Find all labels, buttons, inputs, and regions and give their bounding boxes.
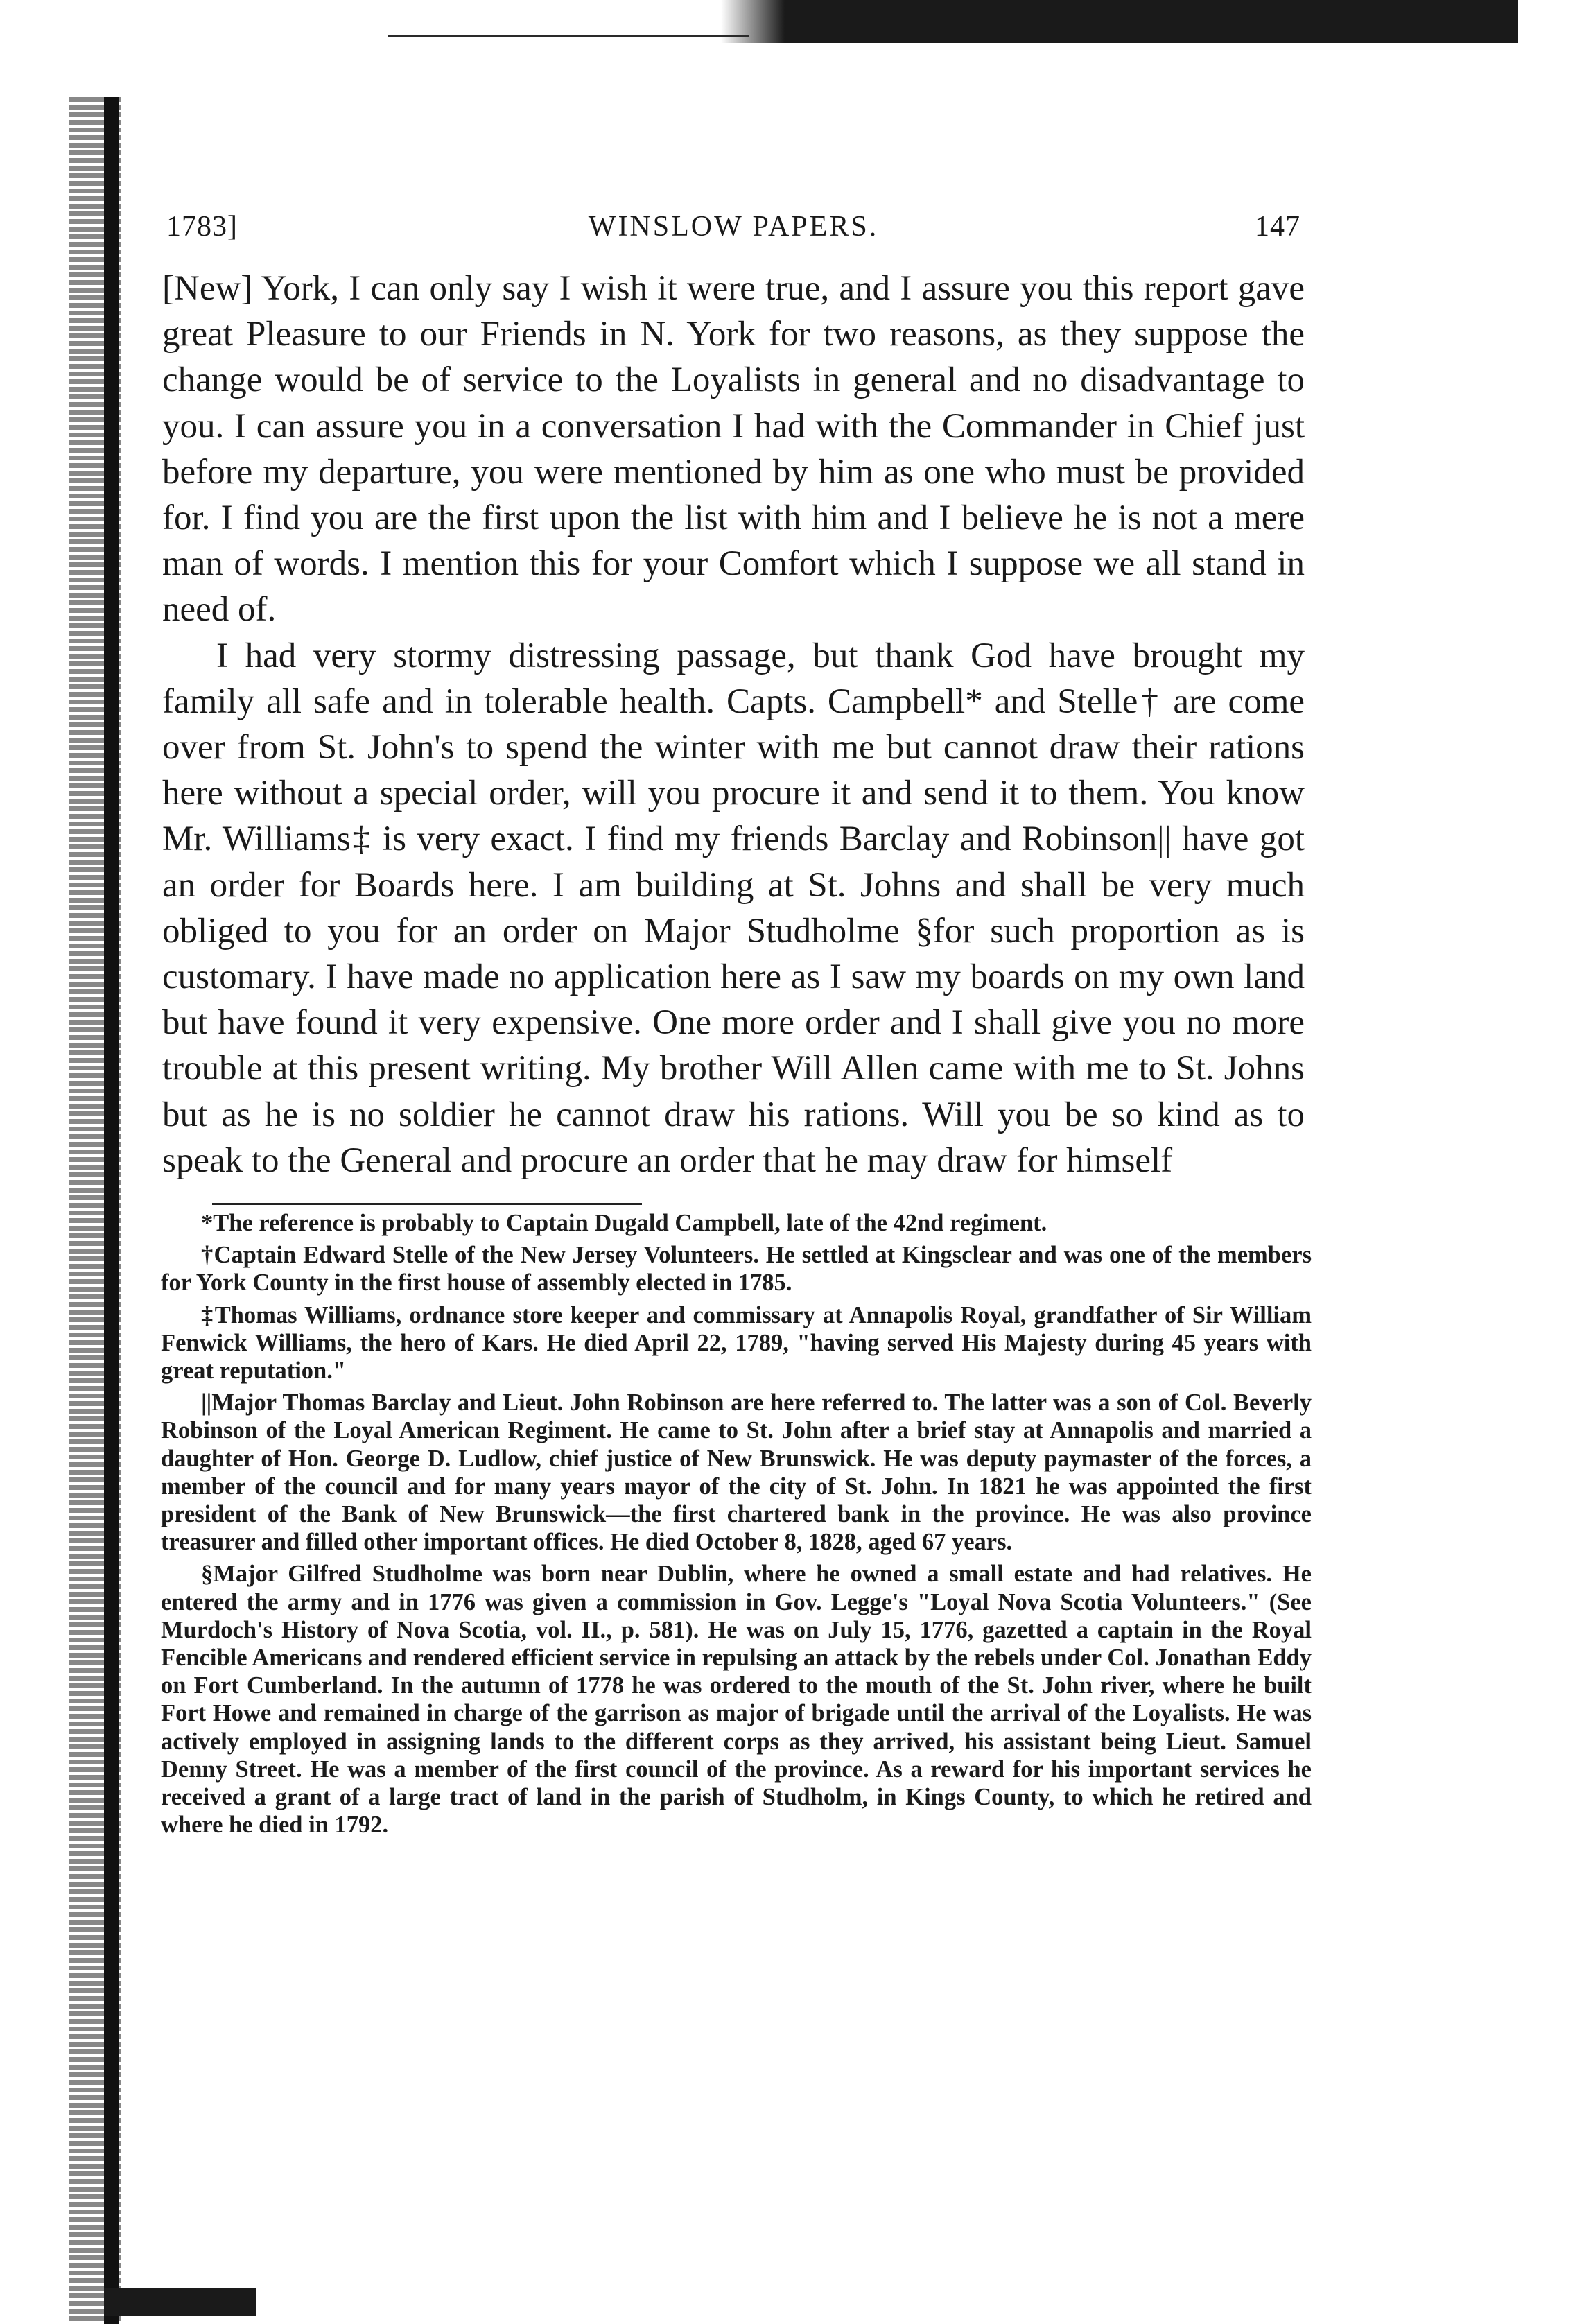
scan-top-rule xyxy=(388,35,749,37)
footnote-williams: ‡Thomas Williams, ordnance store keeper and commissary at Annapolis Royal, grandfather of Sir William Fenwick Williams, the hero of Kars. He died April 22, 1789, "having served His Majesty during 45 years with great reputation." xyxy=(161,1301,1312,1385)
footnotes xyxy=(161,1209,1312,1843)
running-head-title: WINSLOW PAPERS. xyxy=(588,211,879,243)
page-number: 147 xyxy=(1255,211,1300,243)
body-paragraph: [New] York, I can only say I wish it were true, and I assure you this report gave great Pleasure to our Friends in N. York for two reasons, as they suppose the change would be of service to the Loyalists in general and no disadvantage to you. I can assure you in a conversation I had with the Commander in Chief just before my departure, you were mentioned by him as one who must be provided for. I find you are the first upon the list with him and I believe he is not a mere man of words. I mention this for your Comfort which I suppose we all stand in need of. xyxy=(162,269,1305,630)
letter-body xyxy=(162,266,1305,1183)
footnote-studholme: §Major Gilfred Studholme was born near Dublin, where he owned a small estate and had relatives. He entered the army and in 1776 was given a commission in Gov. Legge's "Loyal Nova Scotia Volunteers." (See Murdoch's History of Nova Scotia, vol. II., p. 581). He was on July 15, 1776, gazetted a captain in the Royal Fencible Americans and rendered efficient service in repulsing an attack by the rebels under Col. Jonathan Eddy on Fort Cumberland. In the autumn of 1778 he was ordered to the mouth of the St. John river, where he built Fort Howe and remained in charge of the garrison as major of brigade until the arrival of the Loyalists. He was actively employed in assigning lands to the different corps as they arrived, his assistant being Lieut. Samuel Denny Street. He was a member of the first council of the province. As a reward for his important services he received a grant of a large tract of land in the parish of Studholm, in Kings County, to which he retired and where he died in 1792. xyxy=(161,1561,1312,1839)
running-head xyxy=(166,210,1300,252)
body-paragraph: I had very stormy distressing passage, but thank God have brought my family all safe and in tolerable health. Capts. Campbell* and Stelle† are come over from St. John's to spend the winter with me but cannot draw their rations here without a special order, will you procure it and send it to them. You know Mr. Williams‡ is very exact. I find my friends Barclay and Robinson|| have got an order for Boards here. I am building at St. Johns and shall be very much obliged to you for an order on Major Studholme §for such proportion as is customary. I have made no application here as I saw my boards on my own land but have found it very expensive. One more order and I shall give you no more trouble at this present writing. My brother Will Allen came with me to St. Johns but as he is no soldier he cannot draw his rations. Will you be so kind as to speak to the General and procure an order that he may draw for himself xyxy=(162,636,1305,1180)
footnote-stelle: †Captain Edward Stelle of the New Jersey Volunteers. He settled at Kingsclear and was one of the members for York County in the first house of assembly elected in 1785. xyxy=(161,1242,1312,1297)
footnote-campbell: *The reference is probably to Captain Dugald Campbell, late of the 42nd regiment. xyxy=(201,1210,1047,1236)
running-head-year: 1783] xyxy=(166,211,238,243)
footnote-barclay-robinson: ||Major Thomas Barclay and Lieut. John Robinson are here referred to. The latter was a son of Col. Beverly Robinson of the Loyal American Regiment. He came to St. John after a brief stay at Annapolis and married a daughter of Hon. George D. Ludlow, chief justice of New Brunswick. He was deputy paymaster of the forces, a member of the council and for many years mayor of the city of St. John. In 1821 he was appointed the first president of the Bank of New Brunswick—the first chartered bank in the province. He was also province treasurer and filled other important offices. He died October 8, 1828, aged 67 years. xyxy=(161,1389,1312,1556)
scan-binding-edge xyxy=(104,97,119,2324)
scan-bottom-smudge xyxy=(104,2288,256,2316)
footnote-separator xyxy=(212,1203,642,1205)
scan-top-border xyxy=(721,0,1518,43)
